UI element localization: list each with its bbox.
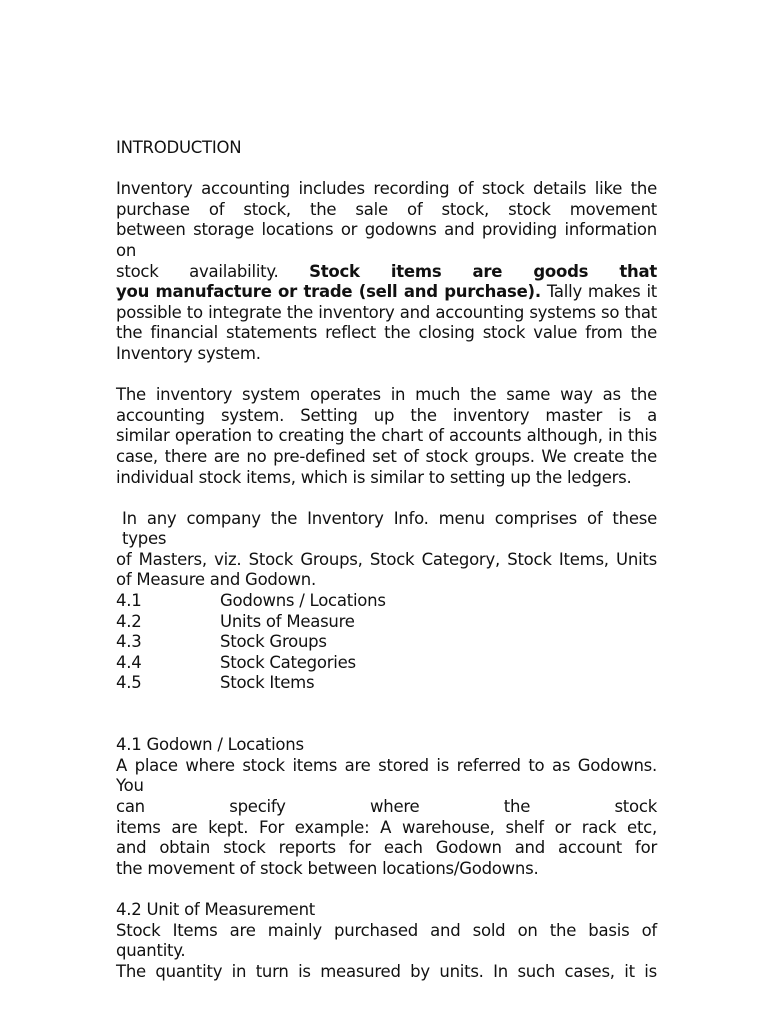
paragraph-line: similar operation to creating the chart of accounts although, in this (116, 426, 657, 446)
list-item-number: 4.3 (116, 632, 142, 652)
intro-line-mixed (116, 282, 657, 303)
intro-line: between storage locations or godowns and providing information on (116, 220, 657, 260)
section-title: 4.2 Unit of Measurement (116, 899, 315, 919)
masters-list (116, 591, 657, 694)
paragraph-line: accounting system. Setting up the inventory master is a (116, 405, 657, 425)
list-item-label: Stock Groups (220, 632, 327, 652)
spacer (116, 694, 657, 735)
paragraph-line: of Measure and Godown. (116, 570, 316, 590)
paragraph-line: the movement of stock between locations/Godowns. (116, 858, 539, 878)
intro-line: Inventory accounting includes recording of stock details like the (116, 179, 657, 199)
list-item-label: Stock Categories (220, 652, 356, 672)
paragraph-line: individual stock items, which is similar to setting up the ledgers. (116, 467, 632, 487)
paragraph-line: can specify where the stock (116, 797, 657, 816)
intro-paragraph (116, 179, 657, 364)
list-item-label: Stock Items (220, 673, 315, 693)
paragraph-line: case, there are no pre-defined set of stock groups. We create the (116, 446, 657, 466)
document-body (116, 138, 657, 982)
document-heading: INTRODUCTION (116, 138, 242, 157)
paragraph-line: of Masters, viz. Stock Groups, Stock Category, Stock Items, Units (116, 549, 657, 569)
unit-of-measurement-section (116, 900, 657, 982)
list-item (116, 673, 657, 694)
godown-section (116, 735, 657, 879)
intro-text: Tally makes it (546, 282, 658, 302)
list-item (116, 632, 657, 653)
section-title: 4.1 Godown / Locations (116, 735, 304, 755)
masters-paragraph (116, 509, 657, 591)
list-item-number: 4.5 (116, 673, 142, 693)
paragraph-line: The quantity in turn is measured by units. In such cases, it is (116, 961, 657, 981)
spacer (116, 488, 657, 509)
list-item-label: Units of Measure (220, 611, 355, 631)
list-item-number: 4.4 (116, 652, 142, 672)
intro-line: purchase of stock, the sale of stock, stock movement (116, 199, 657, 219)
intro-bold-text: Stock items are goods that (309, 261, 657, 281)
list-item-label: Godowns / Locations (220, 591, 386, 611)
paragraph-line: A place where stock items are stored is referred to as Godowns. You (116, 755, 657, 796)
spacer (116, 365, 657, 386)
intro-line: Inventory system. (116, 343, 261, 363)
paragraph-line: and obtain stock reports for each Godown and account for (116, 838, 657, 858)
paragraph-line: items are kept. For example: A warehouse, shelf or rack etc, (116, 817, 657, 837)
paragraph-line: The inventory system operates in much the same way as the (116, 385, 657, 405)
spacer (116, 879, 657, 900)
inventory-system-paragraph (116, 385, 657, 488)
list-item (116, 653, 657, 674)
list-item-number: 4.2 (116, 611, 142, 631)
intro-bold-text: you manufacture or trade (sell and purchase). (116, 282, 541, 302)
paragraph-line: In any company the Inventory Info. menu comprises of these types (122, 508, 657, 549)
list-item (116, 612, 657, 633)
intro-text: stock availability. (116, 261, 279, 281)
list-item (116, 591, 657, 612)
intro-line-mixed (116, 262, 657, 283)
list-item-number: 4.1 (116, 591, 142, 611)
intro-line: the financial statements reflect the closing stock value from the (116, 323, 657, 343)
paragraph-line: Stock Items are mainly purchased and sold on the basis of quantity. (116, 920, 657, 961)
intro-line: possible to integrate the inventory and accounting systems so that (116, 302, 657, 322)
spacer (116, 159, 657, 180)
